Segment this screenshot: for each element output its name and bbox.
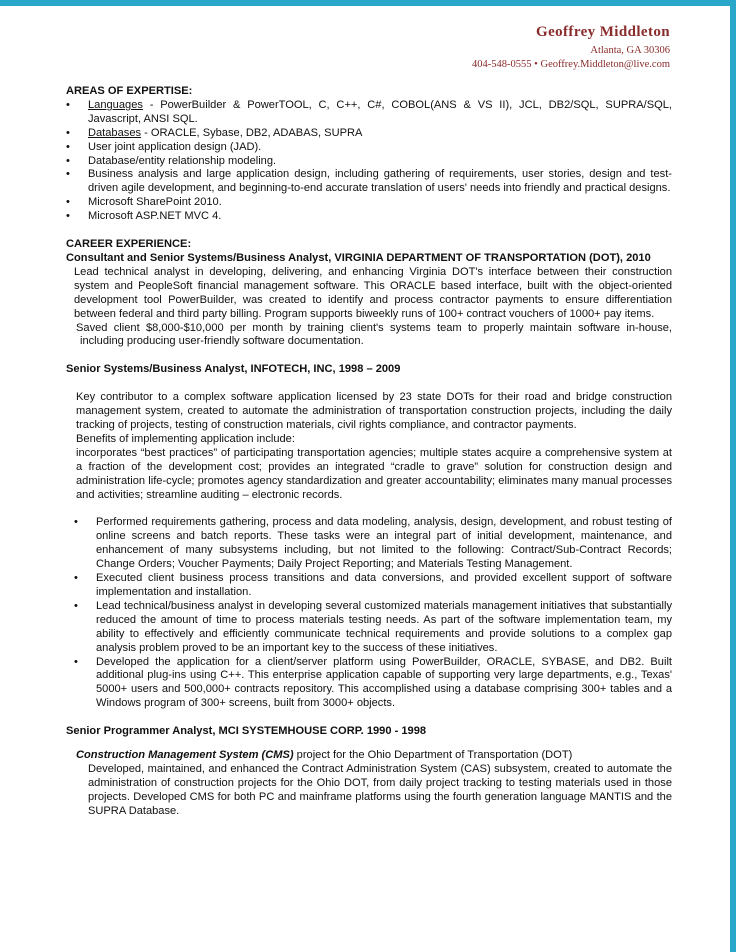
job1-summary: Lead technical analyst in developing, delivering, and enhancing Virginia DOT's interface between their construction system and PeopleSoft financial management software. This ORACLE based interface, built with the object-oriented development tool PowerBuilder, was created to identify and process contractor payments to ensure differentiation between federal and third party billing. Program supports biweekly runs of 100+ contract vouchers of 1000+ pay items. — [74, 265, 672, 320]
bullet-icon: • — [66, 196, 70, 209]
resume-body — [66, 85, 672, 819]
contact-separator: • — [534, 59, 541, 70]
job3-heading: Senior Programmer Analyst, MCI SYSTEMHOUSE CORP. 1990 - 1998 — [66, 725, 427, 738]
resume-header — [472, 20, 670, 72]
candidate-phone: 404-548-0555 — [472, 59, 532, 70]
job2-bullet: • Executed client business process transitions and data conversions, and provided excellent support of software implementation and installation. — [74, 572, 672, 598]
candidate-name: Geoffrey Middleton — [536, 24, 670, 40]
expertise-title: AREAS OF EXPERTISE: — [66, 85, 193, 97]
bullet-icon: • — [66, 154, 70, 167]
cms-description: project for the Ohio Department of Transportation (DOT) — [293, 749, 573, 762]
bullet-icon: • — [66, 140, 70, 153]
job3-project — [66, 749, 672, 763]
bullet-icon: • — [74, 599, 78, 612]
expertise-item: • Languages - PowerBuilder & PowerTOOL, C, C++, C#, COBOL(ANS & VS II), JCL, DB2/SQL, SUPRA/SQL, Javascript, ANSI SQL. — [66, 98, 672, 125]
job1-achievement: Saved client $8,000-$10,000 per month by training client's systems team to properly maintain software in-house, including producing user-friendly software documentation. — [76, 321, 672, 348]
expertise-list — [66, 99, 672, 224]
bullet-icon: • — [66, 98, 70, 111]
job2-heading: Senior Systems/Business Analyst, INFOTECH, INC, 1998 – 2009 — [66, 363, 401, 376]
bullet-icon: • — [66, 126, 70, 139]
job2-bullet: • Developed the application for a client/server platform using PowerBuilder, ORACLE, SYBASE, and DB2. Built additional plug-ins using C++. This enterprise application capable of supporting very large departments, e.g., Texas' 5000+ users and 500,000+ contracts repository. This accomplished using a database comprising 300+ tables and a Windows program of 300+ screens, built from 3000+ objects. — [74, 655, 672, 710]
career-title: CAREER EXPERIENCE: — [66, 238, 192, 251]
expertise-item: • Microsoft SharePoint 2010. — [66, 196, 222, 209]
expertise-item: • User joint application design (JAD). — [66, 140, 262, 153]
candidate-email[interactable]: Geoffrey.Middleton@live.com — [540, 59, 670, 70]
bullet-icon: • — [66, 210, 70, 223]
job2-bullet: • Lead technical/business analyst in developing several customized materials management initiatives that substantially reduced the amount of time to process materials testing needs. As part of the software implementation team, my ability to effectively and efficiently communicate technical requirements and provide solutions to a complex gap analysis problem proved to be an important key to the success of these initiatives. — [74, 599, 672, 654]
candidate-city: Atlanta, GA 30306 — [590, 45, 670, 56]
expertise-item: • Microsoft ASP.NET MVC 4. — [66, 210, 222, 223]
job2-bullet: • Performed requirements gathering, process and data modeling, analysis, design, development, and robust testing of online screens and batch reports. These tasks were an integral part of initial development, maintenance, and enhancement of many subsystems including, but not limited to the following: Contract/Sub-Contract Records; Change Orders; Voucher Payments; Daily Project Reporting; and Materials Testing Management. — [74, 516, 672, 571]
contact-line — [472, 58, 670, 72]
job3-summary: Developed, maintained, and enhanced the Contract Administration System (CAS) subsystem, created to automate the administration of construction projects for the Ohio DOT, from daily project tracking to testing materials used in those projects. Developed CMS for both PC and mainframe platforms using the fourth generation language MANTIS and the SUPRA Database. — [88, 762, 672, 817]
bullet-icon: • — [74, 655, 78, 668]
bullet-icon: • — [66, 168, 70, 181]
expertise-item: • Database/entity relationship modeling. — [66, 154, 277, 167]
job1-heading: Consultant and Senior Systems/Business Analyst, VIRGINIA DEPARTMENT OF TRANSPORTATION (DOT), 2010 — [66, 251, 651, 264]
job2-bullets — [66, 516, 672, 711]
expertise-item: • Databases - ORACLE, Sybase, DB2, ADABAS, SUPRA — [66, 126, 363, 139]
bullet-icon: • — [74, 516, 78, 529]
job2-summary: Key contributor to a complex software application licensed by 23 state DOTs for their road and bridge construction management system, created to automate the administration of transportation construction projects, including the daily tracking of projects, testing of construction materials, civil rights compliance, and contractor payments. — [76, 391, 672, 432]
job2-benefits-label: Benefits of implementing application include: — [76, 432, 295, 445]
expertise-item: • Business analysis and large application design, including gathering of requirements, user stories, design and test-driven agile development, and beginning-to-end accurate translation of users' needs into friendly and practical designs. — [66, 168, 672, 195]
cms-label: Construction Management System (CMS) — [76, 749, 294, 762]
job2-benefits: incorporates “best practices” of participating transportation agencies; multiple states acquire a comprehensive system at a fraction of the development cost; provides an integrated “cradle to grave” solution for construction design and administration life-cycle; promotes agency standardization and greater accountability; eliminates many manual processes and activities; streamline auditing – electronic records. — [76, 446, 672, 501]
bullet-icon: • — [74, 572, 78, 585]
